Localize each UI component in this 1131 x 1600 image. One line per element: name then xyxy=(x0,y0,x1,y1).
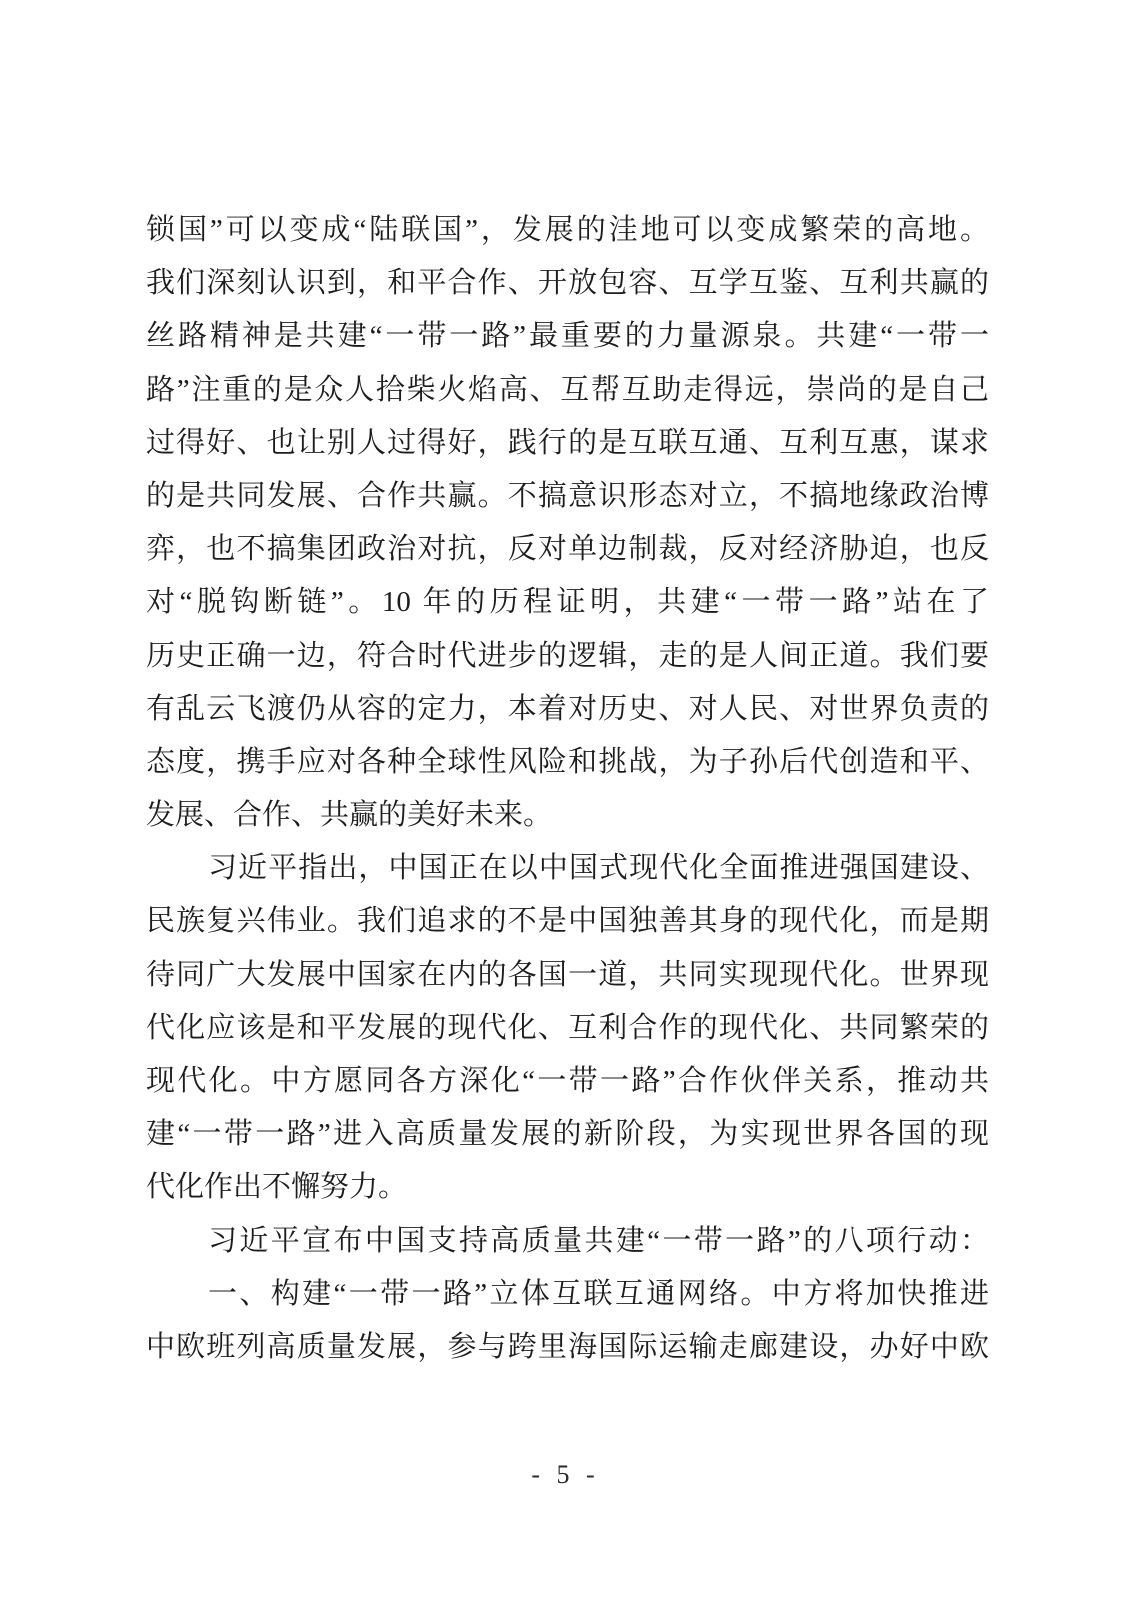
text-line: 态度，携手应对各种全球性风险和挑战，为子孙后代创造和平、 xyxy=(146,745,989,778)
text-line paragraph-end: 发展、合作、共赢的美好未来。 xyxy=(146,799,553,832)
text-line: 现代化。中方愿同各方深化“一带一路”合作伙伴关系，推动共 xyxy=(146,1065,989,1097)
text-line: 中欧班列高质量发展，参与跨里海国际运输走廊建设，办好中欧 xyxy=(146,1330,989,1363)
text-line: 代化应该是和平发展的现代化、互利合作的现代化、共同繁荣的 xyxy=(146,1011,989,1044)
text-line: 民族复兴伟业。我们追求的不是中国独善其身的现代化，而是期 xyxy=(146,905,989,938)
text-line: 有乱云飞渡仍从容的定力，本着对历史、对人民、对世界负责的 xyxy=(146,692,989,725)
page-number: - 5 - xyxy=(531,1460,600,1489)
text-line paragraph-end: 代化作出不懈努力。 xyxy=(146,1171,408,1204)
text-line: 待同广大发展中国家在内的各国一道，共同实现现代化。世界现 xyxy=(146,958,989,991)
document-body xyxy=(146,204,989,1374)
text-line: 过得好、也让别人过得好，践行的是互联互通、互利互惠，谋求 xyxy=(146,426,989,459)
text-line: 弈，也不搞集团政治对抗，反对单边制裁，反对经济胁迫，也反 xyxy=(146,533,989,566)
text-line paragraph-start: 一、构建“一带一路”立体互联互通网络。中方将加快推进 xyxy=(208,1277,989,1310)
text-line: 路”注重的是众人拾柴火焰高、互帮互助走得远，崇尚的是自己 xyxy=(146,373,989,406)
text-line: 丝路精神是共建“一带一路”最重要的力量源泉。共建“一带一 xyxy=(146,320,989,353)
text-line: 锁国”可以变成“陆联国”，发展的洼地可以变成繁荣的高地。 xyxy=(146,214,989,246)
text-line: 建“一带一路”进入高质量发展的新阶段，为实现世界各国的现 xyxy=(146,1118,989,1151)
text-line: 的是共同发展、合作共赢。不搞意识形态对立，不搞地缘政治博 xyxy=(146,479,989,512)
text-line: 历史正确一边，符合时代进步的逻辑，走的是人间正道。我们要 xyxy=(146,639,989,672)
text-line: 对“脱钩断链”。10 年的历程证明，共建“一带一路”站在了 xyxy=(146,586,989,619)
text-line paragraph-start: 习近平指出，中国正在以中国式现代化全面推进强国建设、 xyxy=(208,852,989,885)
text-line paragraph-start: 习近平宣布中国支持高质量共建“一带一路”的八项行动： xyxy=(208,1224,989,1257)
text-line: 我们深刻认识到，和平合作、开放包容、互学互鉴、互利共赢的 xyxy=(146,267,989,300)
